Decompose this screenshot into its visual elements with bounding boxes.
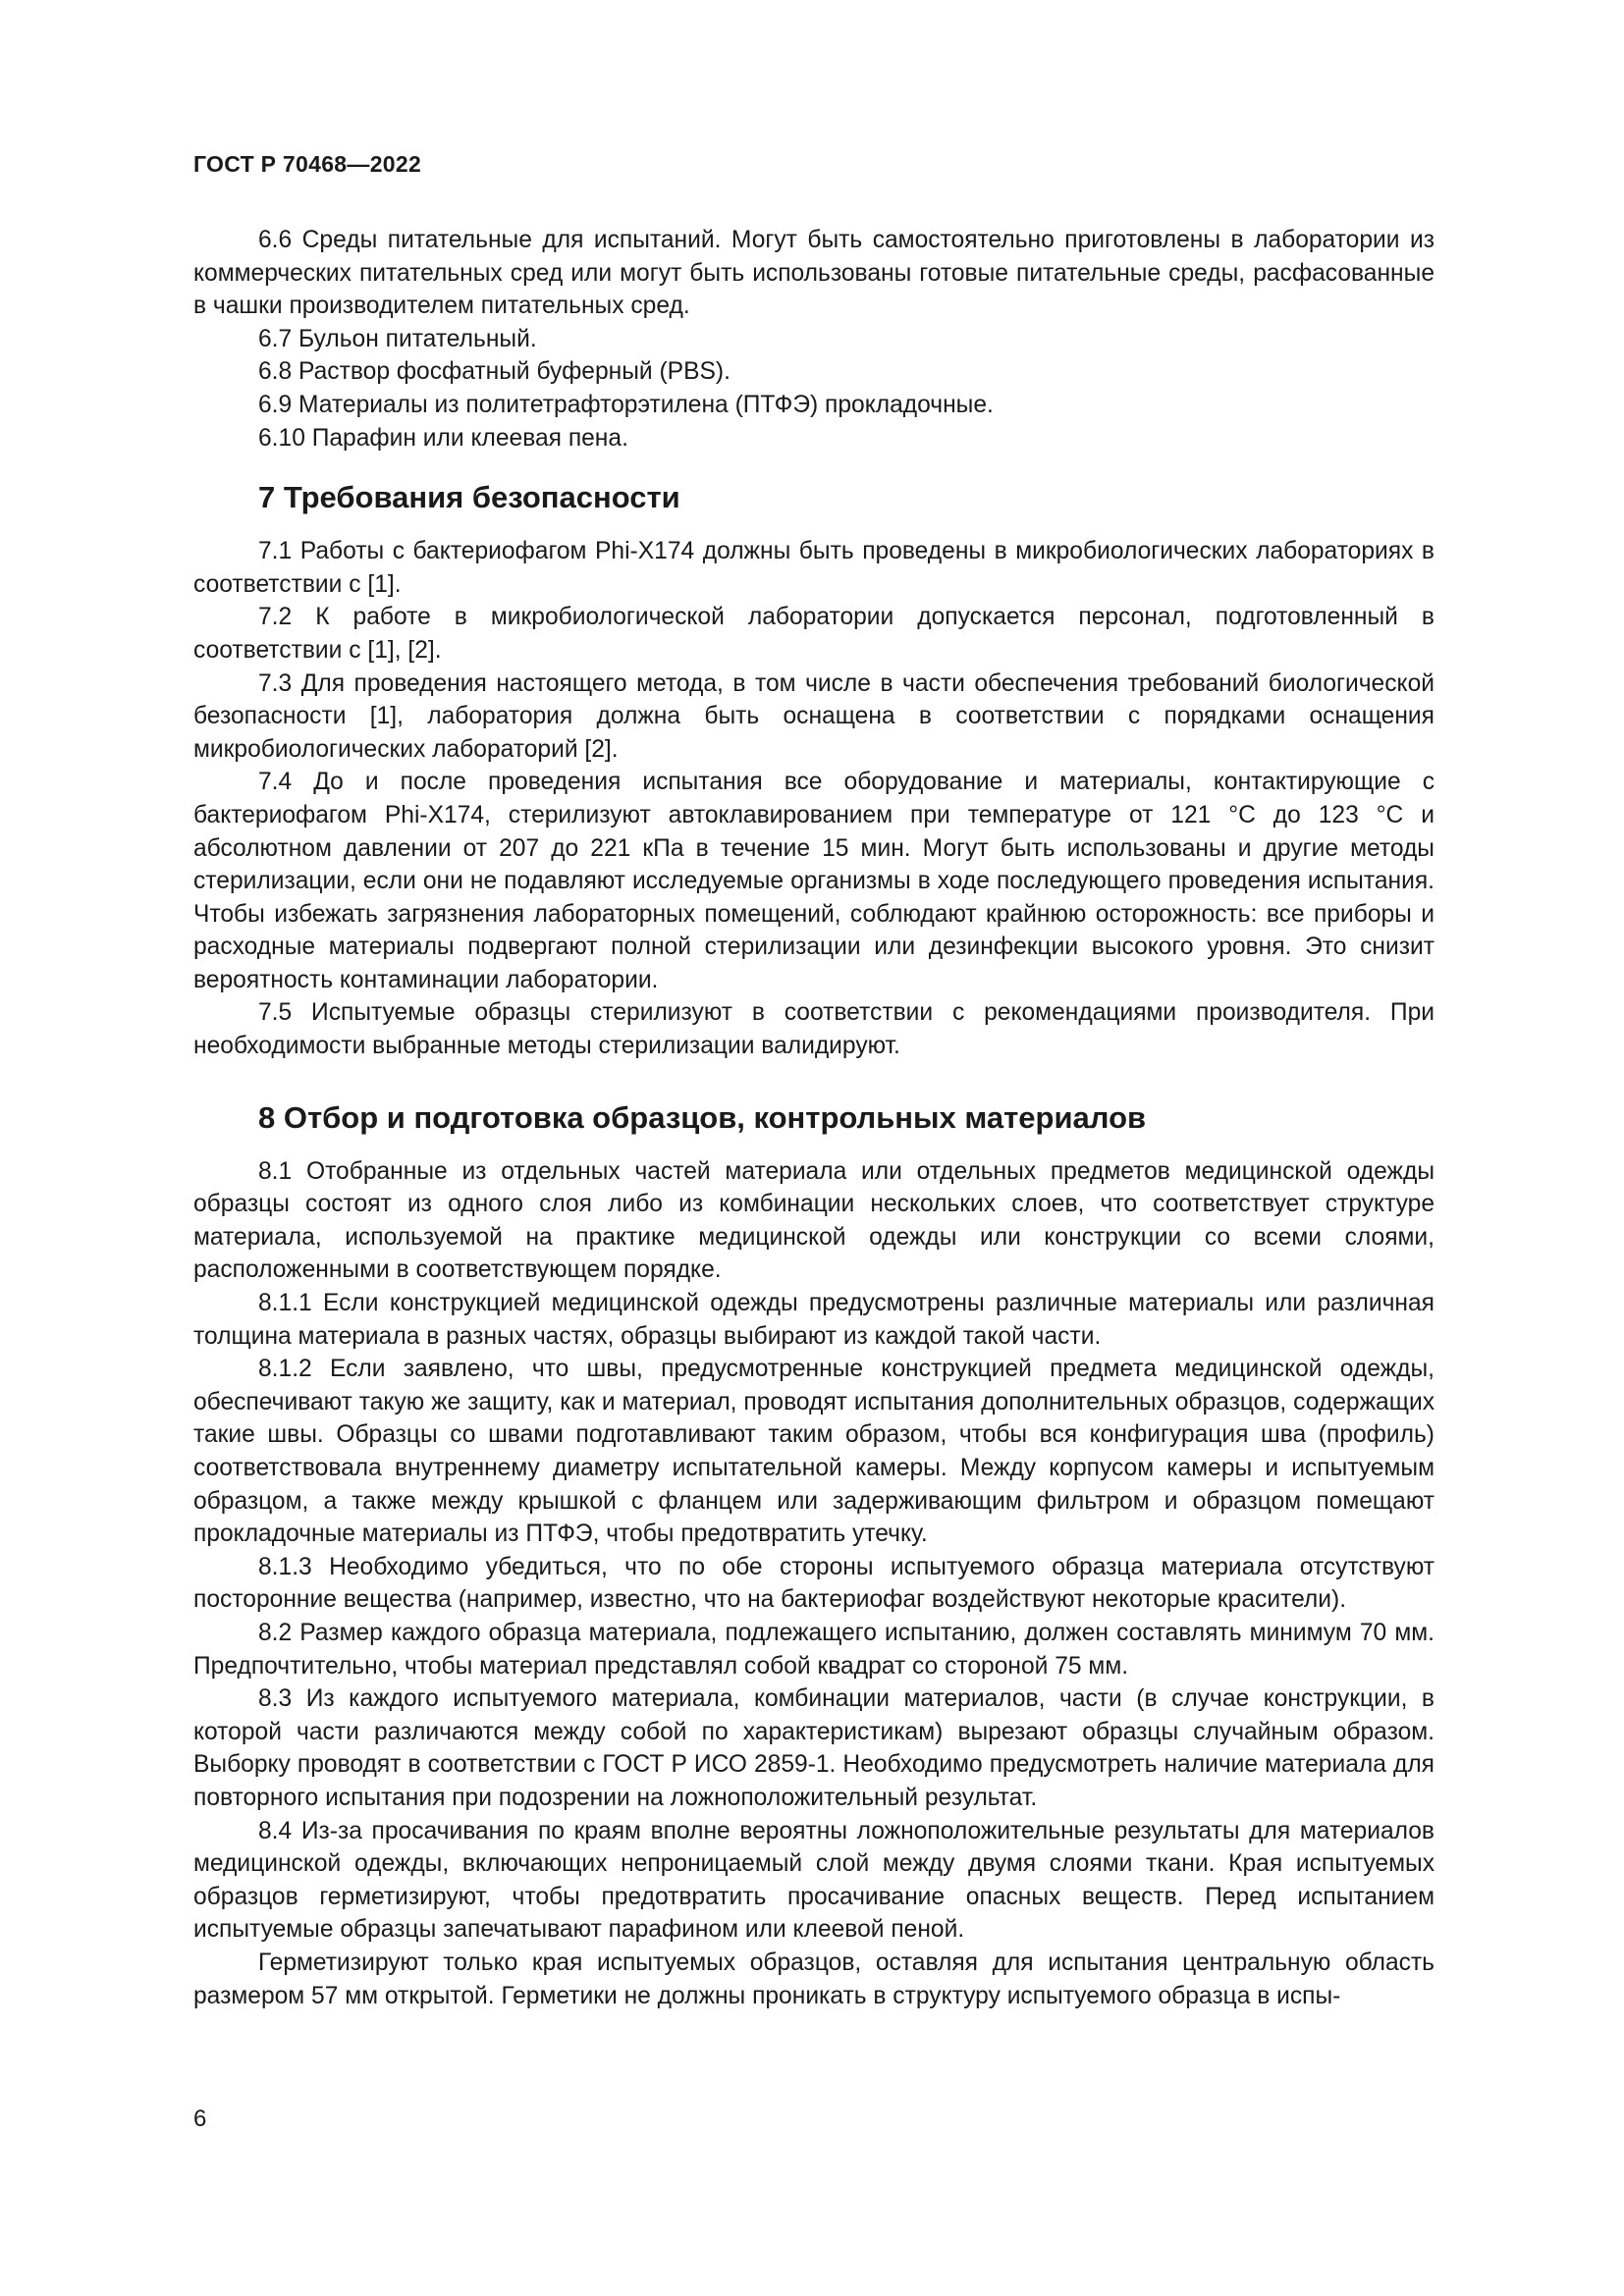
page-number: 6 xyxy=(193,2106,207,2132)
paragraph-6-7: 6.7 Бульон питательный. xyxy=(258,325,537,352)
paragraph-8-1: 8.1 Отобранные из отдельных частей материала или отдельных предметов медицинской одежды образцы состоят из одного слоя либо из комбинации нескольких слоев, что соответствует структуре материала, используемой на практике медицинской одежды или конструкции со всеми слоями, расположенными в соответствующем порядке. xyxy=(193,1157,1435,1284)
paragraph-8-1-1: 8.1.1 Если конструкцией медицинской одежды предусмотрены различные материалы или различная толщина материала в разных частях, образцы выбирают из каждой такой части. xyxy=(193,1290,1435,1350)
section-8-heading: 8 Отбор и подготовка образцов, контрольных материалов xyxy=(258,1099,1147,1135)
paragraph-8-4-continued: Герметизируют только края испытуемых образцов, оставляя для испытания центральную область размером 57 мм открытой. Герметики не должны проникать в структуру испытуемого образца в испы- xyxy=(193,1949,1435,2009)
paragraph-7-3: 7.3 Для проведения настоящего метода, в том числе в части обеспечения требований биологической безопасности [1], лаборатория должна быть оснащена в соответствии с порядками оснащения микробиологических лабораторий [2]. xyxy=(193,669,1435,763)
document-header: ГОСТ Р 70468—2022 xyxy=(193,151,422,177)
page-content xyxy=(193,224,1435,2012)
paragraph-8-1-2: 8.1.2 Если заявлено, что швы, предусмотренные конструкцией предмета медицинской одежды, обеспечивают такую же защиту, как и материал, проводят испытания дополнительных образцов, содержащих такие швы. Образцы со швами подготавливают таким образом, чтобы вся конфигурация шва (профиль) соответствовала внутреннему диаметру испытательной камеры. Между корпусом камеры и испытуемым образцом, а также между крышкой с фланцем или задерживающим фильтром и образцом помещают прокладочные материалы из ПТФЭ, чтобы предотвратить утечку. xyxy=(193,1356,1435,1548)
paragraph-6-6: 6.6 Среды питательные для испытаний. Могут быть самостоятельно приготовлены в лаборатории из коммерческих питательных сред или могут быть использованы готовые питательные среды, расфасованные в чашки производителем питательных сред. xyxy=(193,227,1435,320)
paragraph-6-10: 6.10 Парафин или клеевая пена. xyxy=(258,424,628,452)
paragraph-8-1-3: 8.1.3 Необходимо убедиться, что по обе стороны испытуемого образца материала отсутствуют посторонние вещества (например, известно, что на бактериофаг воздействуют некоторые красители). xyxy=(193,1553,1435,1614)
paragraph-8-4: 8.4 Из-за просачивания по краям вполне вероятны ложноположительные результаты для материалов медицинской одежды, включающих непроницаемый слой между двумя слоями ткани. Края испытуемых образцов герметизируют, чтобы предотвратить просачивание опасных веществ. Перед испытанием испытуемые образцы запечатывают парафином или клеевой пеной. xyxy=(193,1817,1435,1944)
paragraph-7-2: 7.2 К работе в микробиологической лаборатории допускается персонал, подготовленный в соответствии с [1], [2]. xyxy=(193,604,1435,664)
paragraph-6-8: 6.8 Раствор фосфатный буферный (PBS). xyxy=(258,358,731,386)
paragraph-7-1: 7.1 Работы с бактериофагом Phi-X174 должны быть проведены в микробиологических лабораториях в соответствии с [1]. xyxy=(193,538,1435,598)
paragraph-8-3: 8.3 Из каждого испытуемого материала, комбинации материалов, части (в случае конструкции, в которой части различаются между собой по характеристикам) вырезают образцы случайным образом. Выборку проводят в соответствии с ГОСТ Р ИСО 2859-1. Необходимо предусмотреть наличие материала для повторного испытания при подозрении на ложноположительный результат. xyxy=(193,1685,1435,1811)
paragraph-6-9: 6.9 Материалы из политетрафторэтилена (ПТФЭ) прокладочные. xyxy=(258,391,994,418)
paragraph-7-5: 7.5 Испытуемые образцы стерилизуют в соответствии с рекомендациями производителя. При необходимости выбранные методы стерилизации валидируют. xyxy=(193,999,1435,1060)
section-7-heading: 7 Требования безопасности xyxy=(258,480,680,515)
paragraph-8-2: 8.2 Размер каждого образца материала, подлежащего испытанию, должен составлять минимум 70 мм. Предпочтительно, чтобы материал представлял собой квадрат со стороной 75 мм. xyxy=(193,1619,1435,1680)
paragraph-7-4: 7.4 До и после проведения испытания все оборудование и материалы, контактирующие с бактериофагом Phi-X174, стерилизуют автоклавированием при температуре от 121 °С до 123 °С и абсолютном давлении от 207 до 221 кПа в течение 15 мин. Могут быть использованы и другие методы стерилизации, если они не подавляют исследуемые организмы в ходе последующего проведения испытания. Чтобы избежать загрязнения лабораторных помещений, соблюдают крайнюю осторожность: все приборы и расходные материалы подвергают полной стерилизации или дезинфекции высокого уровня. Это снизит вероятность контаминации лаборатории. xyxy=(193,769,1435,993)
